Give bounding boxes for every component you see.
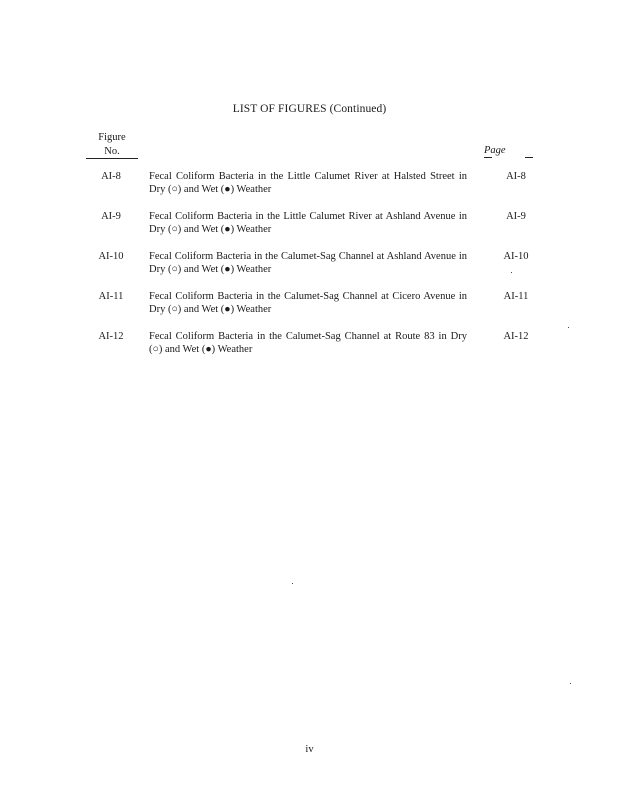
figure-page: AI-12 bbox=[503, 331, 529, 342]
scan-speck bbox=[568, 327, 569, 328]
figure-number: AI-8 bbox=[101, 171, 121, 182]
figure-page: AI-10 bbox=[503, 251, 529, 262]
figure-caption: Fecal Coliform Bacteria in the Little Calumet River at Ashland Avenue in Dry (○) and Wet (●) Weather bbox=[149, 211, 467, 235]
figure-number: AI-11 bbox=[98, 291, 124, 302]
footer-page-number: iv bbox=[305, 744, 314, 755]
page-column-rule-right bbox=[525, 157, 533, 158]
figure-header-line2: No. bbox=[86, 145, 138, 159]
figure-caption: Fecal Coliform Bacteria in the Calumet-Sag Channel at Cicero Avenue in Dry (○) and Wet (●) Weather bbox=[149, 291, 467, 315]
figure-number: AI-9 bbox=[101, 211, 121, 222]
figure-caption: Fecal Coliform Bacteria in the Little Calumet River at Halsted Street in Dry (○) and Wet (●) Weather bbox=[149, 171, 467, 195]
scan-speck bbox=[511, 272, 512, 273]
figure-caption: Fecal Coliform Bacteria in the Calumet-Sag Channel at Ashland Avenue in Dry (○) and Wet (●) Weather bbox=[149, 251, 467, 275]
scan-speck bbox=[570, 683, 571, 684]
page-column-header: Page bbox=[484, 145, 506, 156]
figure-number: AI-10 bbox=[98, 251, 124, 262]
figure-page: AI-8 bbox=[506, 171, 526, 182]
page-column-rule-left bbox=[484, 157, 492, 158]
figure-number: AI-12 bbox=[98, 331, 124, 342]
figure-header-line1: Figure bbox=[98, 132, 126, 143]
figure-caption: Fecal Coliform Bacteria in the Calumet-Sag Channel at Route 83 in Dry (○) and Wet (●) Weather bbox=[149, 331, 467, 355]
figure-number-column-header bbox=[86, 131, 138, 159]
figure-page: AI-9 bbox=[506, 211, 526, 222]
scan-speck bbox=[292, 583, 293, 584]
figure-page: AI-11 bbox=[503, 291, 529, 302]
page-title: LIST OF FIGURES (Continued) bbox=[232, 103, 387, 115]
